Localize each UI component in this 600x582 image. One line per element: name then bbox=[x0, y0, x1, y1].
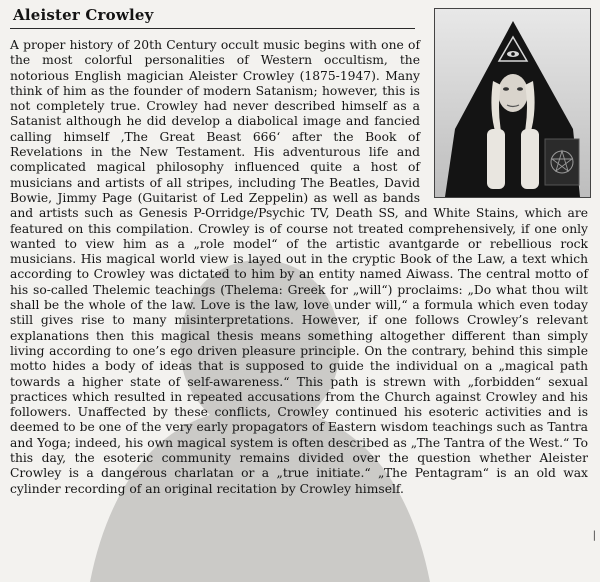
section-header bbox=[10, 4, 415, 29]
article-paragraph: A proper history of 20th Century occult music begins with one of the most colorful personalities of Western occultism, the notorious English magician Aleister Crowley (1875-1947). Many think of him as the founder of modern Satanism; however, this is not completely true. Crowley had never described himself as a Satanist although he did develop a diabolical image and fancied calling himself ‚The Great Beast 666‘ after the Book of Revelations in the New Testament. His adventurous life and complicated magical philosophy influenced quite a host of musicians and artists of all stripes, including The Beatles, David Bowie, Jimmy Page (Guitarist of Led Zeppelin) as well as bands and artists such as Genesis P-Orridge/Psychic TV, Death SS, and White Stains, which are featured on this compilation. Crowley is of course not treated comprehensively, if one only wanted to view him as a „role model“ of the artistic avantgarde or rebellious rock musicians. His magical world view is layed out in the cryptic Book of the Law, a text which according to Crowley was dictated to him by an entity named Aiwass. The central motto of his so-called Thelemic teachings (Thelema: Greek for „will“) proclaims: „Do what thou wilt shall be the whole of the law. Love is the law, love under will,“ a formula which even today still gives rise to many misinterpretations. However, if one follows Crowley’s relevant explanations then this magical thesis means something altogether different than simply living according to one’s ego driven pleasure principle. On the contrary, behind this simple motto hides a body of ideas that is supposed to guide the individual on a „magical path towards a higher state of self-awareness.“ This path is strewn with „forbidden“ sexual practices which resulted in repeated accusations from the Church against Crowley and his followers. Unaffected by these conflicts, Crowley continued his esoteric activities and is deemed to be one of the very early propagators of Eastern wisdom teachings such as Tantra and Yoga; indeed, his own magical system is often described as „The Tantra of the West.“ To this day, the esoteric community remains divided over the question whether Aleister Crowley is a dangerous charlatan or a „true initiate.“ „The Pentagram“ is an old wax cylinder recording of an original recitation by Crowley himself. bbox=[10, 38, 588, 496]
margin-mark: | bbox=[592, 530, 596, 541]
section-title: Aleister Crowley bbox=[13, 6, 154, 24]
photo-text-wrap-spacer bbox=[420, 38, 588, 202]
article-body bbox=[10, 38, 588, 497]
